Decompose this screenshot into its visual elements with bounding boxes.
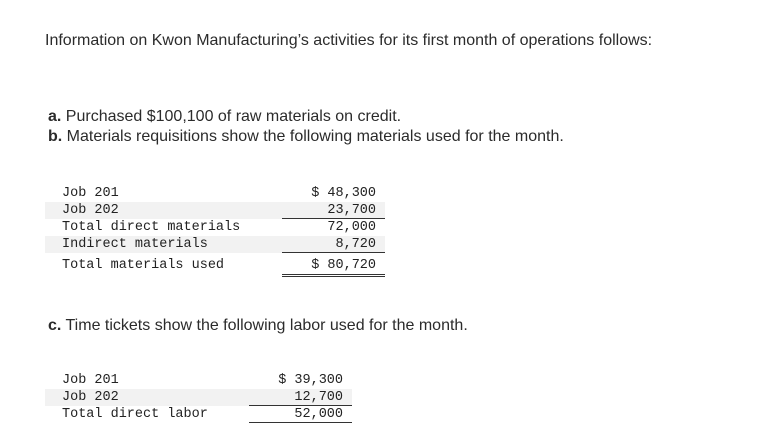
materials-row-label: Indirect materials: [45, 236, 282, 253]
intro-text: Information on Kwon Manufacturing’s activities for its first month of operations follows:: [45, 32, 653, 49]
materials-row-value: $ 48,300: [311, 186, 376, 201]
item-b-text: Materials requisitions show the following materials used for the month.: [62, 128, 564, 145]
materials-row-label: Job 202: [45, 202, 282, 219]
materials-row-value: 23,700: [282, 202, 385, 219]
labor-row-value: 52,000: [249, 406, 352, 423]
materials-row-value: $ 80,720: [282, 257, 385, 277]
item-b: [48, 127, 564, 147]
materials-row-value: 8,720: [282, 236, 385, 253]
labor-row-value: 12,700: [249, 389, 352, 406]
labor-row-label: Total direct labor: [62, 407, 208, 422]
materials-row-value: 72,000: [327, 220, 376, 235]
labor-row-value: $ 39,300: [278, 373, 343, 388]
item-b-letter: b.: [48, 128, 63, 145]
item-c: [48, 316, 468, 336]
materials-row-label: Job 201: [62, 186, 119, 201]
item-c-letter: c.: [48, 317, 62, 334]
item-a-text: Purchased $100,100 of raw materials on credit.: [61, 108, 402, 125]
labor-row-label: Job 202: [45, 389, 249, 406]
materials-row-label: Total materials used: [62, 258, 225, 273]
labor-row-label: Job 201: [62, 373, 119, 388]
item-c-text: Time tickets show the following labor used for the month.: [61, 317, 468, 334]
materials-row-label: Total direct materials: [62, 220, 241, 235]
item-a-letter: a.: [48, 108, 62, 125]
item-a: [48, 107, 401, 127]
